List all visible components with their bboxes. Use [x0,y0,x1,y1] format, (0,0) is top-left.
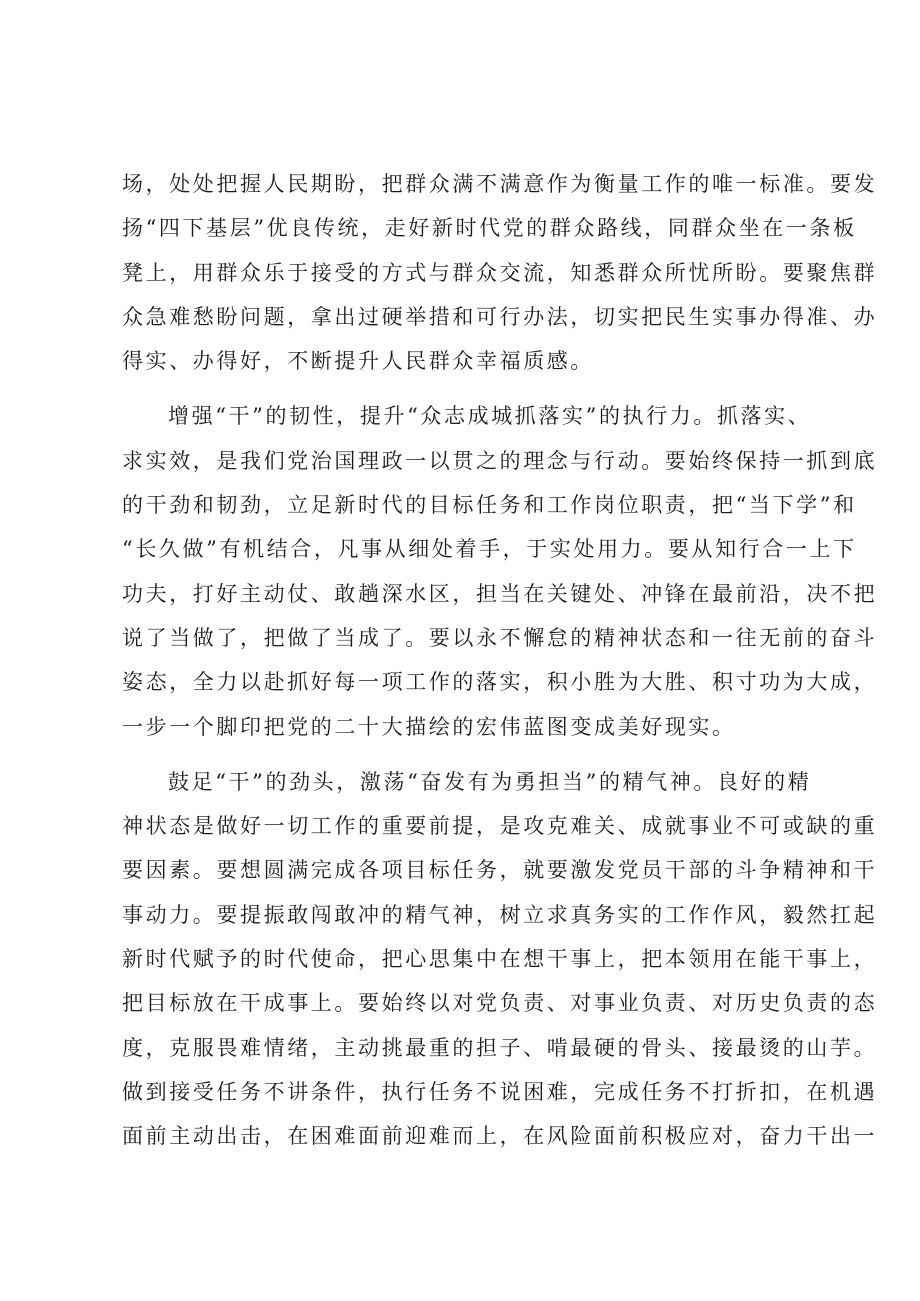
text-line: 新时代赋予的时代使命，把心思集中在想干事上，把本领用在能干事上， [122,947,878,972]
text-line: 一步一个脚印把党的二十大描绘的宏伟蓝图变成美好现实。 [122,714,736,739]
text-line: 扬“四下基层”优良传统，走好新时代党的群众路线，同群众坐在一条板 [122,216,857,241]
text-line: 增强“干”的韧性，提升“众志成城抓落实”的执行力。抓落实、 [168,404,812,429]
text-line: 的干劲和韧劲，立足新时代的目标任务和工作岗位职责，把“当下学”和 [122,493,857,518]
paragraph-3 [122,760,878,1159]
text-line: 面前主动出击，在困难面前迎难而上，在风险面前积极应对，奋力干出一 [122,1124,878,1149]
text-line: 众急难愁盼问题，拿出过硬举措和可行办法，切实把民生实事办得准、办 [122,304,878,329]
paragraph-2 [122,394,878,748]
text-line: 要因素。要想圆满完成各项目标任务，就要激发党员干部的斗争精神和干 [122,858,878,883]
text-line: 鼓足“干”的劲头，激荡“奋发有为勇担当”的精气神。良好的精 [168,769,812,794]
text-line: 把目标放在干成事上。要始终以对党负责、对事业负责、对历史负责的态 [122,991,878,1016]
text-line: 场，处处把握人民期盼，把群众满不满意作为衡量工作的唯一标准。要发 [122,172,878,196]
text-line: 得实、办得好，不断提升人民群众幸福质感。 [122,349,594,374]
text-line: 做到接受任务不讲条件，执行任务不说困难，完成任务不打折扣，在机遇 [122,1079,878,1104]
paragraph-1 [122,162,878,383]
text-line: “长久做”有机结合，凡事从细处着手，于实处用力。要从知行合一上下 [122,537,857,562]
text-line: 凳上，用群众乐于接受的方式与群众交流，知悉群众所忧所盼。要聚焦群 [122,260,878,285]
text-line: 说了当做了，把做了当成了。要以永不懈怠的精神状态和一往无前的奋斗 [122,625,878,650]
text-line: 神状态是做好一切工作的重要前提，是攻克难关、成就事业不可或缺的重 [122,814,878,839]
text-line: 求实效，是我们党治国理政一以贯之的理念与行动。要始终保持一抓到底 [122,448,878,473]
document-body [122,162,878,1159]
text-line: 姿态，全力以赴抓好每一项工作的落实，积小胜为大胜、积寸功为大成， [122,670,878,695]
text-line: 事动力。要提振敢闯敢冲的精气神，树立求真务实的工作作风，毅然扛起 [122,902,878,927]
paragraph-gap [122,383,798,394]
text-line: 度，克服畏难情绪，主动挑最重的担子、啃最硬的骨头、接最烫的山芋。 [122,1035,878,1060]
text-line: 功夫，打好主动仗、敢趟深水区，担当在关键处、冲锋在最前沿，决不把 [122,581,878,606]
paragraph-gap [122,749,798,760]
